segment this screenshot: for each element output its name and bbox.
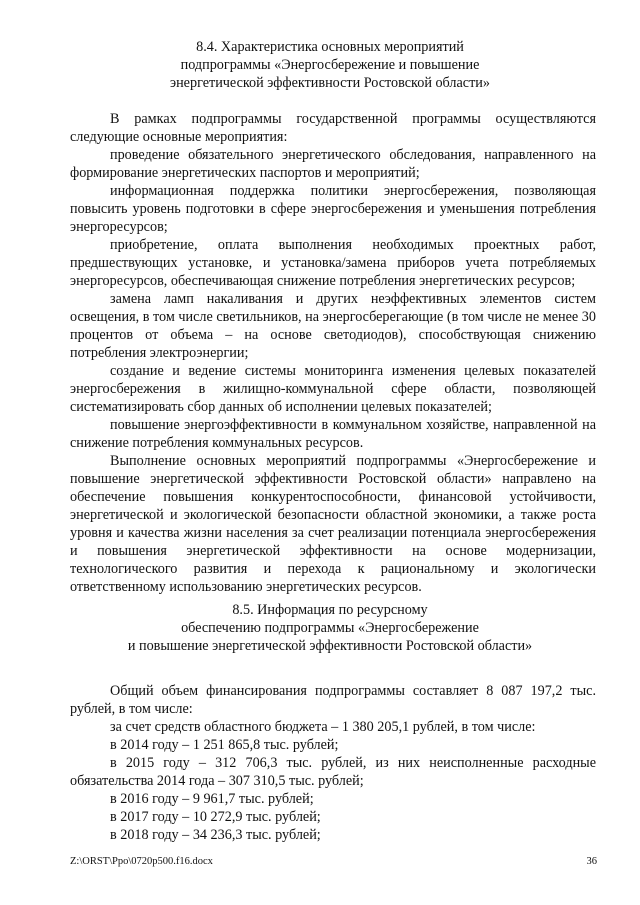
heading-line: и повышение энергетической эффективности Ростовской области» bbox=[127, 638, 533, 654]
section-body-8-4 bbox=[70, 110, 596, 596]
paragraph-measure-info-support: информационная поддержка политики энергосбережения, позволяющая повысить уровень подготовки в сфере энергосбережения и уменьшения потребления энергоресурсов; bbox=[70, 183, 596, 235]
paragraph-measure-lamps: замена ламп накаливания и других неэффективных элементов систем освещения, в том числе светильников, на энергосберегающие (в том числе не менее 30 процентов от объема – на основе светодиодов), способствующая снижению потребления электроэнергии; bbox=[70, 291, 596, 361]
page-number: 36 bbox=[586, 856, 597, 867]
paragraph-measure-meters: приобретение, оплата выполнения необходимых проектных работ, предшествующих установке, и установка/замена приборов учета потребляемых энергоресурсов, обеспечивающая снижение потребления энергетических ресурсов; bbox=[70, 237, 596, 289]
section-body-8-5 bbox=[70, 682, 596, 844]
paragraph-year-2018: в 2018 году – 34 236,3 тыс. рублей; bbox=[110, 827, 321, 843]
paragraph-year-2016: в 2016 году – 9 961,7 тыс. рублей; bbox=[110, 791, 314, 807]
paragraph-measure-monitoring: создание и ведение системы мониторинга изменения целевых показателей энергосбережения в жилищно-коммунальной сфере области, позволяющей систематизировать сбор данных об исполнении целевых показателей; bbox=[70, 363, 596, 415]
heading-line: обеспечению подпрограммы «Энергосбережение bbox=[181, 620, 479, 636]
heading-line: 8.4. Характеристика основных мероприятий bbox=[196, 39, 464, 55]
paragraph-total-funding: Общий объем финансирования подпрограммы составляет 8 087 197,2 тыс. рублей, в том числе: bbox=[70, 683, 596, 717]
paragraph-regional-budget: за счет средств областного бюджета – 1 380 205,1 рублей, в том числе: bbox=[110, 719, 536, 735]
paragraph-intro: В рамках подпрограммы государственной программы осуществляются следующие основные мероприятия: bbox=[70, 111, 596, 145]
footer-file-path: Z:\ORST\Ppo\0720p500.f16.docx bbox=[70, 856, 213, 867]
heading-line: подпрограммы «Энергосбережение и повышение bbox=[180, 57, 480, 73]
paragraph-year-2015: в 2015 году – 312 706,3 тыс. рублей, из них неисполненные расходные обязательства 2014 года – 307 310,5 тыс. рублей; bbox=[70, 755, 596, 789]
section-heading-8-5 bbox=[60, 601, 600, 655]
section-heading-8-4 bbox=[60, 38, 600, 92]
paragraph-measure-efficiency: повышение энергоэффективности в коммунальном хозяйстве, направленной на снижение потребления коммунальных ресурсов. bbox=[70, 417, 596, 451]
paragraph-outcome: Выполнение основных мероприятий подпрограммы «Энергосбережение и повышение энергетической эффективности Ростовской области» направлено на обеспечение повышения конкурентоспособности, финансовой устойчивости, энергетической и экологической безопасности областной экономики, а также роста уровня и качества жизни населения за счет реализации потенциала энергосбережения и повышения энергетической эффективности на основе модернизации, технологического развития и перехода к рациональному и экологически ответственному использованию энергетических ресурсов. bbox=[70, 453, 596, 595]
paragraph-measure-audit: проведение обязательного энергетического обследования, направленного на формирование энергетических паспортов и мероприятий; bbox=[70, 147, 596, 181]
heading-line: 8.5. Информация по ресурсному bbox=[232, 602, 428, 618]
heading-line: энергетической эффективности Ростовской области» bbox=[170, 75, 490, 91]
paragraph-year-2017: в 2017 году – 10 272,9 тыс. рублей; bbox=[110, 809, 321, 825]
paragraph-year-2014: в 2014 году – 1 251 865,8 тыс. рублей; bbox=[110, 737, 339, 753]
